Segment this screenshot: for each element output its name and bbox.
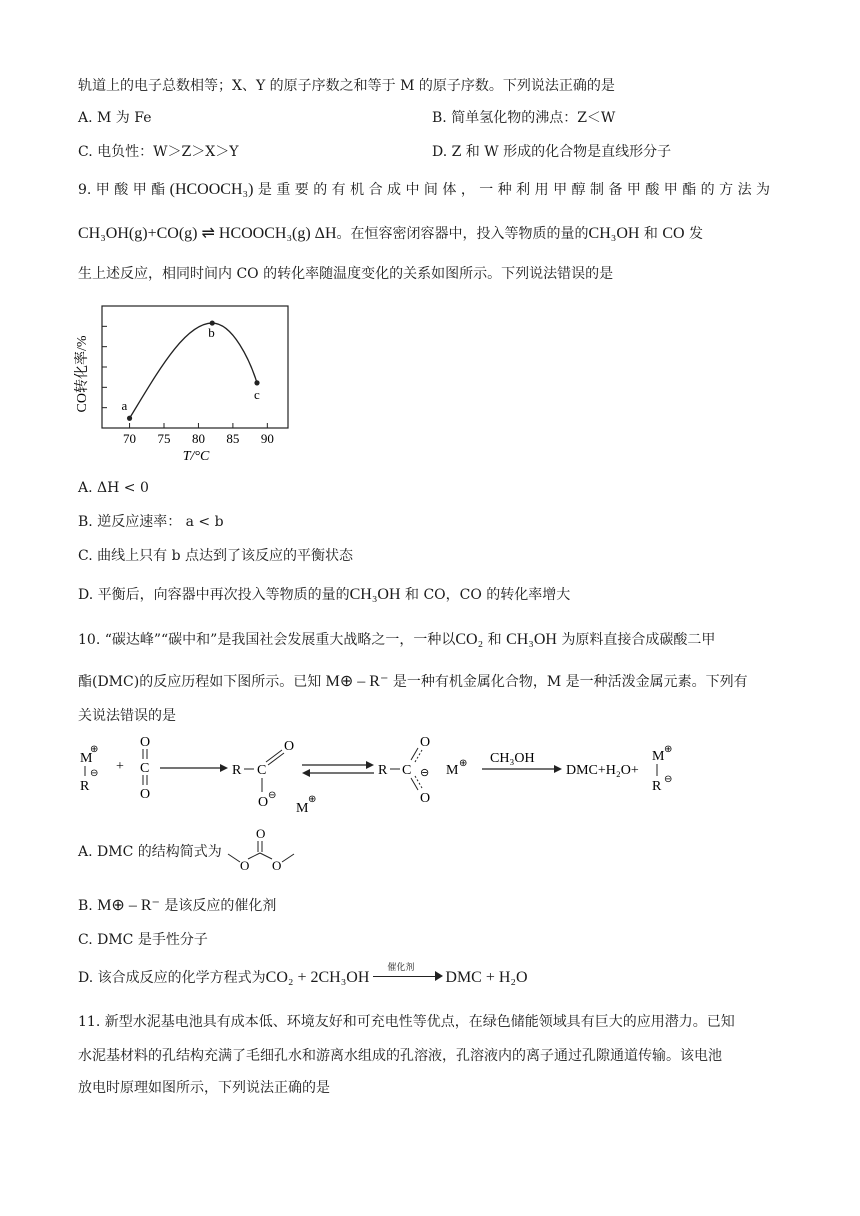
scheme-c3-charge: ⊖ <box>420 767 430 779</box>
q11-line2: 水泥基材料的孔结构充满了毛细孔水和游离水组成的孔溶液，孔溶液内的离子通过孔隙通道传输。该电池 <box>78 1048 722 1064</box>
scheme-co2-o2: O <box>140 787 151 802</box>
x-tick-label: 90 <box>260 431 274 446</box>
scheme-o2b: O <box>258 795 269 810</box>
point-label-b: b <box>208 325 215 341</box>
scheme-r2: R <box>232 763 242 778</box>
catalyst-label: 催化剂 <box>387 963 415 973</box>
scheme-o3b: O <box>420 791 431 806</box>
q9-option-d-ch3oh: CH₃OH <box>349 586 401 603</box>
q10-option-c: C. DMC 是手性分子 <box>78 932 208 948</box>
q10-co2: CO₂ <box>455 631 484 648</box>
scheme-r4-charge: ⊖ <box>664 774 673 785</box>
scheme-m1: M <box>80 751 93 766</box>
data-points <box>122 320 260 420</box>
dmc-o-left: O <box>240 858 250 872</box>
plot-frame <box>102 306 288 428</box>
scheme-reagent: CH₃OH <box>490 751 535 766</box>
q10-line1 <box>78 630 715 650</box>
data-point-a <box>127 416 132 421</box>
q10-option-d-eq-left: CO₂ + 2CH₃OH <box>265 969 370 986</box>
q10-line3: 关说法错误的是 <box>78 708 176 724</box>
arrow-reagent <box>554 765 562 773</box>
q10-line1-pre: 10. “碳达峰”“碳中和”是我国社会发展重大战略之一，一种以 <box>78 632 456 648</box>
q9-intro <box>78 180 770 200</box>
q9-co: CO <box>662 225 685 242</box>
scheme-o3a: O <box>420 735 431 750</box>
q10-line1-mid: 和 <box>487 632 502 648</box>
scheme-m3-charge: ⊕ <box>459 758 468 769</box>
scheme-m2: M <box>296 801 309 814</box>
x-axis-label: T/°C <box>182 449 210 464</box>
x-tick-label: 85 <box>226 431 240 446</box>
q9-equation: CH₃OH(g)+CO(g) ⇌ HCOOCH₃(g) ΔH <box>78 225 337 242</box>
scheme-plus: + <box>116 759 124 774</box>
q9-option-c: C. 曲线上只有 b 点达到了该反应的平衡状态 <box>78 548 353 564</box>
q10-option-b-post: 是该反应的催化剂 <box>164 898 277 914</box>
scheme-r1-charge: ⊖ <box>90 768 99 779</box>
q10-option-d-pre: D. 该合成反应的化学方程式为 <box>78 970 266 986</box>
y-ticks <box>102 326 107 407</box>
q9-option-b: B. 逆反应速率： a < b <box>78 514 224 530</box>
scheme-o2b-charge: ⊖ <box>268 790 277 801</box>
x-tick-label: 70 <box>123 431 137 446</box>
q11-line3: 放电时原理如图所示，下列说法正确的是 <box>78 1080 330 1096</box>
q10-line2 <box>78 672 748 692</box>
x-tick-label: 75 <box>157 431 171 446</box>
arrow-1 <box>220 764 228 772</box>
point-label-c: c <box>254 386 260 402</box>
scheme-products: DMC+H₂O+ <box>566 763 639 778</box>
q10-line2-post: 是一种有机金属化合物，M 是一种活泼金属元素。下列有 <box>392 674 748 690</box>
q9-and: 和 <box>643 226 658 242</box>
dmc-o-right: O <box>272 858 282 872</box>
dmc-carbonyl-o: O <box>256 826 266 841</box>
q10-line1-post: 为原料直接合成碳酸二甲 <box>561 632 716 648</box>
q8-option-b: B. 简单氢化物的沸点：Z＜W <box>432 110 616 126</box>
q9-ch3oh: CH₃OH <box>588 225 640 242</box>
q10-option-d <box>78 963 528 988</box>
q8-option-c: C. 电负性：W＞Z＞X＞Y <box>78 144 239 160</box>
q10-option-d-eq-right: DMC + H₂O <box>445 969 528 986</box>
q9-option-d <box>78 585 570 605</box>
point-label-a: a <box>121 398 128 414</box>
q10-option-b-mr: M⊕ – R⁻ <box>97 897 160 914</box>
y-axis-label: CO转化率/% <box>75 335 90 413</box>
q8-continuation: 轨道上的电子总数相等；X、Y 的原子序数之和等于 M 的原子序数。下列说法正确的是 <box>78 78 615 94</box>
reaction-scheme <box>74 732 694 814</box>
q9-line3: 生上述反应，相同时间内 CO 的转化率随温度变化的关系如图所示。下列说法错误的是 <box>78 266 614 282</box>
co-conversion-chart <box>74 300 294 470</box>
q10-option-b-pre: B. <box>78 898 93 914</box>
scheme-c2: C <box>257 763 267 778</box>
scheme-m2-charge: ⊕ <box>308 794 317 805</box>
q9-line2-text: 。在恒容密闭容器中，投入等物质的量的 <box>336 226 589 242</box>
scheme-m4: M <box>652 749 665 764</box>
x-ticks <box>123 423 274 446</box>
q9-equation-line <box>78 224 703 244</box>
scheme-m3: M <box>446 763 459 778</box>
scheme-m1-charge: ⊕ <box>90 744 99 755</box>
scheme-co2-c: C <box>140 761 150 776</box>
conversion-curve <box>130 323 257 418</box>
q9-option-d-post: 和 CO，CO 的转化率增大 <box>405 587 571 603</box>
catalyst-arrow <box>369 963 445 982</box>
scheme-r1: R <box>80 779 90 794</box>
q10-ch3oh: CH₃OH <box>506 631 557 648</box>
scheme-co2-o1: O <box>140 735 151 750</box>
scheme-r4: R <box>652 779 662 794</box>
q9-option-a: A. ΔH < 0 <box>78 480 149 496</box>
q10-mr: M⊕ – R⁻ <box>325 673 389 690</box>
data-point-c <box>254 380 259 385</box>
q8-option-a: A. M 为 Fe <box>78 110 152 126</box>
q9-option-d-pre: D. 平衡后，向容器中再次投入等物质的量的 <box>78 587 350 603</box>
x-tick-label: 80 <box>191 431 205 446</box>
q9-intro-text-2: 是 重 要 的 有 机 合 成 中 间 体 ， 一 种 利 用 甲 醇 制 备 甲 酸 甲 酯 的 方 法 为 <box>257 182 771 198</box>
q10-option-a: A. DMC 的结构简式为 <box>78 844 222 860</box>
q10-option-b <box>78 896 276 916</box>
dmc-structure <box>222 826 298 872</box>
q9-intro-text: 9. 甲 酸 甲 酯 <box>78 182 166 198</box>
scheme-m4-charge: ⊕ <box>664 744 673 755</box>
q11-line1: 11. 新型水泥基电池具有成本低、环境友好和可充电性等优点，在绿色储能领域具有巨大的应用潜力。已知 <box>78 1014 735 1030</box>
scheme-o2a: O <box>284 739 295 754</box>
equilibrium-arrows <box>302 769 310 777</box>
q9-fa: 发 <box>689 226 704 242</box>
q10-line2-pre: 酯(DMC)的反应历程如下图所示。已知 <box>78 674 322 690</box>
scheme-r3: R <box>378 763 388 778</box>
scheme-c3: C <box>402 763 412 778</box>
q8-option-d: D. Z 和 W 形成的化合物是直线形分子 <box>432 144 672 160</box>
q9-hcooch3: (HCOOCH₃) <box>169 181 254 198</box>
